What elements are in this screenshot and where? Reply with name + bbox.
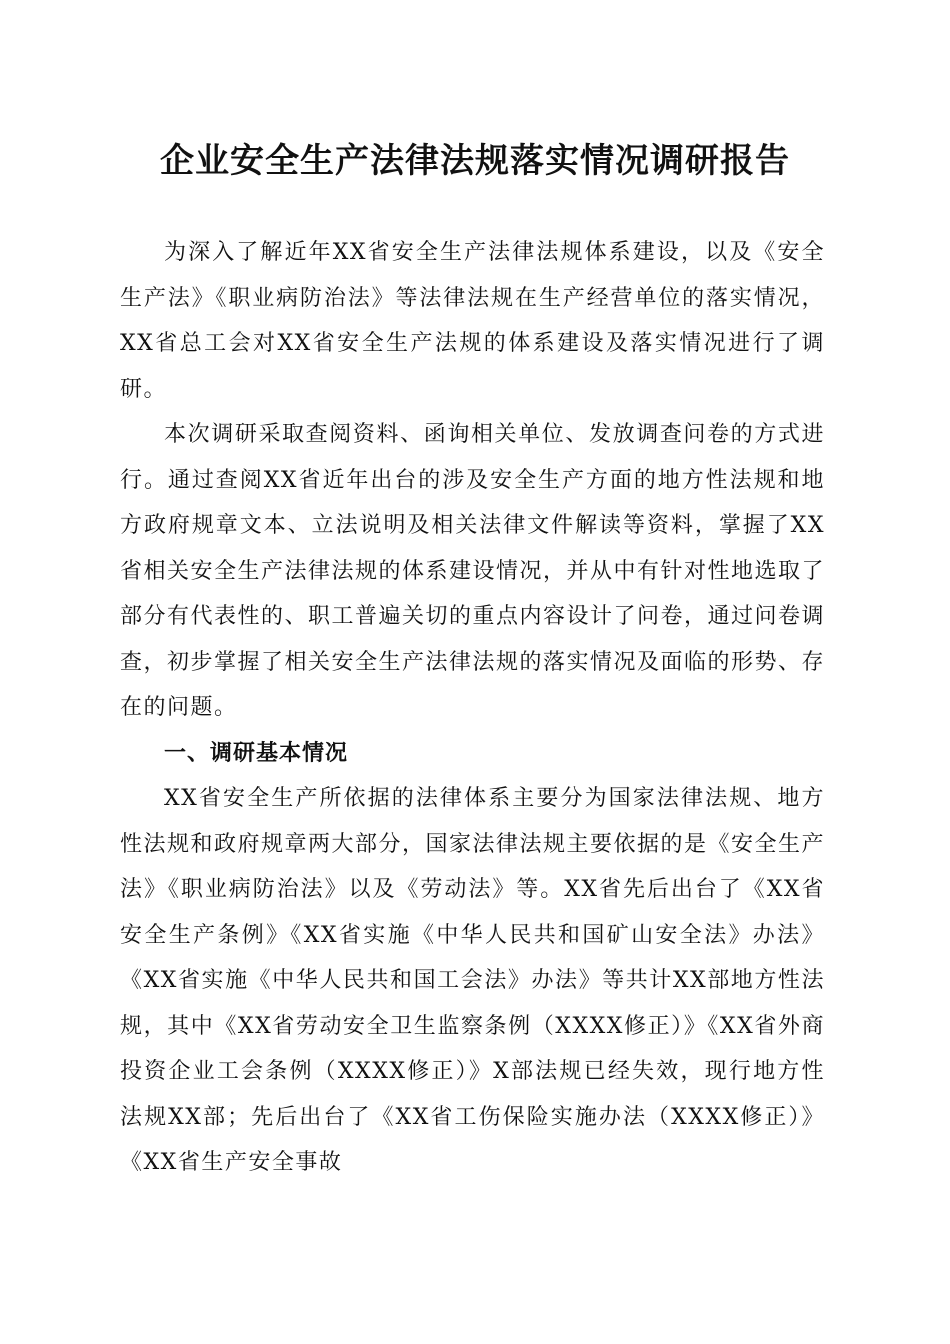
document-body bbox=[120, 230, 825, 1186]
section-heading-1: 一、调研基本情况 bbox=[164, 740, 349, 766]
intro-paragraph-1: 为深入了解近年XX省安全生产法律法规体系建设，以及《安全生产法》《职业病防治法》等法律法规在生产经营单位的落实情况，XX省总工会对XX省安全生产法规的体系建设及落实情况进行了调研。 bbox=[120, 240, 825, 402]
intro-paragraph-2: 本次调研采取查阅资料、函询相关单位、发放调查问卷的方式进行。通过查阅XX省近年出台的涉及安全生产方面的地方性法规和地方政府规章文本、立法说明及相关法律文件解读等资料，掌握了XX省相关安全生产法律法规的体系建设情况，并从中有针对性地选取了部分有代表性的、职工普遍关切的重点内容设计了问卷，通过问卷调查，初步掌握了相关安全生产法律法规的落实情况及面临的形势、存在的问题。 bbox=[120, 422, 826, 720]
section-1-paragraph: XX省安全生产所依据的法律体系主要分为国家法律法规、地方性法规和政府规章两大部分，国家法律法规主要依据的是《安全生产法》《职业病防治法》以及《劳动法》等。XX省先后出台了《XX省安全生产条例》《XX省实施《中华人民共和国矿山安全法》办法》《XX省实施《中华人民共和国工会法》办法》等共计XX部地方性法规，其中《XX省劳动安全卫生监察条例（XXXX修正）》《XX省外商投资企业工会条例（XXXX修正）》X部法规已经失效，现行地方性法规XX部；先后出台了《XX省工伤保险实施办法（XXXX修正）》《XX省生产安全事故 bbox=[120, 786, 826, 1175]
document-title: 企业安全生产法律法规落实情况调研报告 bbox=[160, 141, 790, 181]
